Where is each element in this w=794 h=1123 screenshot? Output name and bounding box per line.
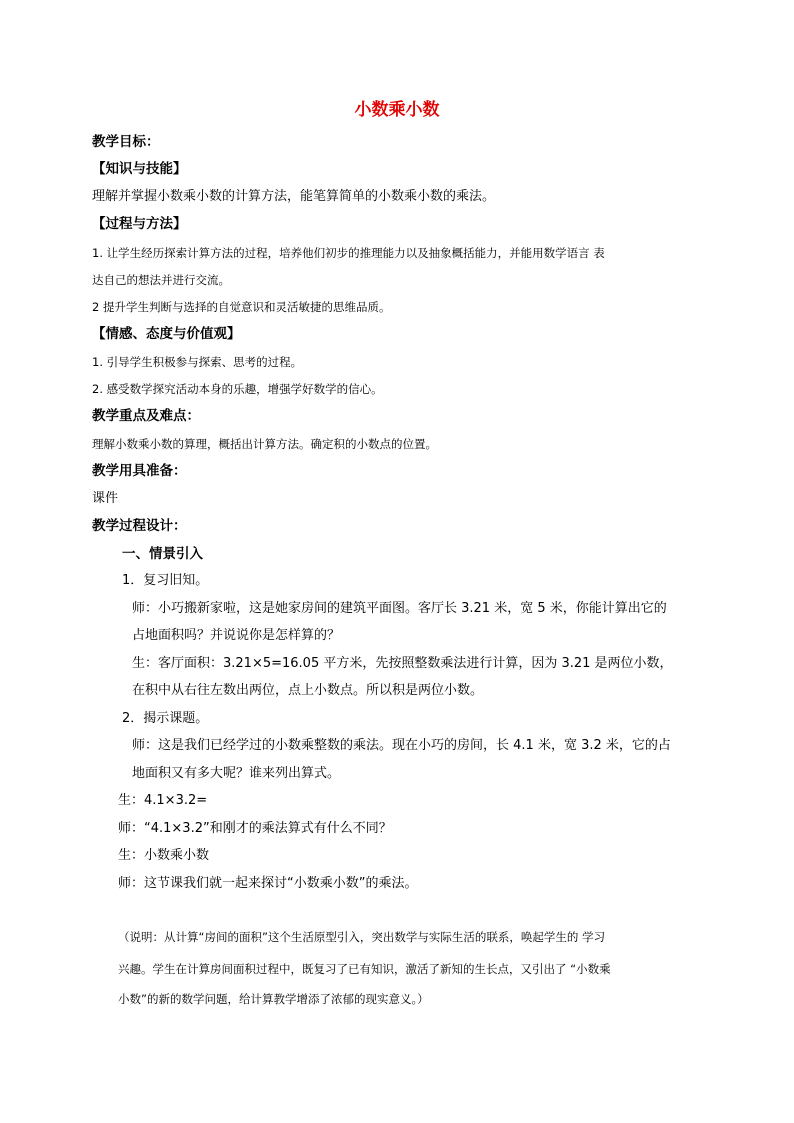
design-heading: 教学过程设计： — [92, 518, 187, 534]
teacher-1-line-1: 师：小巧搬新家啦，这是她家房间的建筑平面图。客厅长 3.21 米，宽 5 米，你能计算出它的 — [132, 601, 667, 616]
teacher-3: 师：“4.1×3.2”和刚才的乘法算式有什么不同？ — [118, 821, 392, 836]
process-item-1-line-2: 达自己的想法并进行交流。 — [92, 273, 230, 287]
teacher-1-line-2: 占地面积吗？并说说你是怎样算的？ — [132, 628, 341, 643]
attitude-item-2: 2. 感受数学探究活动本身的乐趣，增强学好数学的信心。 — [92, 382, 383, 396]
student-2: 生：4.1×3.2= — [118, 793, 208, 808]
process-heading: 【过程与方法】 — [92, 216, 187, 232]
goals-heading: 教学目标： — [92, 134, 160, 150]
knowledge-heading: 【知识与技能】 — [92, 161, 187, 177]
note-line-1: （说明：从计算“房间的面积”这个生活原型引入，突出数学与实际生活的联系，唤起学生的 学习 — [118, 930, 606, 944]
section-1-heading: 一、情景引入 — [122, 546, 203, 562]
step-1: 1．复习旧知。 — [122, 573, 209, 588]
teacher-2-line-2: 地面积又有多大呢？谁来列出算式。 — [132, 766, 341, 781]
teacher-4: 师：这节课我们就一起来探讨“小数乘小数”的乘法。 — [118, 876, 418, 891]
knowledge-text: 理解并掌握小数乘小数的计算方法，能笔算简单的小数乘小数的乘法。 — [92, 189, 496, 204]
attitude-item-1: 1. 引导学生积极参与探索、思考的过程。 — [92, 355, 303, 369]
note-line-3: 小数”的新的数学问题，给计算教学增添了浓郁的现实意义。） — [118, 992, 429, 1006]
step-2: 2．揭示课题。 — [122, 711, 209, 726]
tools-text: 课件 — [92, 491, 119, 506]
attitude-heading: 【情感、态度与价值观】 — [92, 326, 241, 342]
tools-heading: 教学用具准备： — [92, 463, 187, 479]
student-1-line-2: 在积中从右往左数出两位，点上小数点。所以积是两位小数。 — [132, 683, 484, 698]
key-points-text: 理解小数乘小数的算理，概括出计算方法。确定积的小数点的位置。 — [92, 437, 437, 451]
teacher-2-line-1: 师：这是我们已经学过的小数乘整数的乘法。现在小巧的房间，长 4.1 米，宽 3.2 米，它的占 — [132, 738, 671, 753]
student-1-line-1: 生：客厅面积：3.21×5=16.05 平方米，先按照整数乘法进行计算，因为 3.21 是两位小数， — [132, 656, 673, 671]
document-title: 小数乘小数 — [354, 100, 440, 120]
note-line-2: 兴趣。学生在计算房间面积过程中，既复习了已有知识，激活了新知的生长点，又引出了 “小数乘 — [118, 962, 611, 976]
process-item-1-line-1: 1. 让学生经历探索计算方法的过程，培养他们初步的推理能力以及抽象概括能力，并能用数学语言 表 — [92, 246, 605, 260]
process-item-2: 2 提升学生判断与选择的自觉意识和灵活敏捷的思维品质。 — [92, 300, 391, 314]
student-3: 生：小数乘小数 — [118, 848, 210, 863]
key-points-heading: 教学重点及难点： — [92, 408, 200, 424]
